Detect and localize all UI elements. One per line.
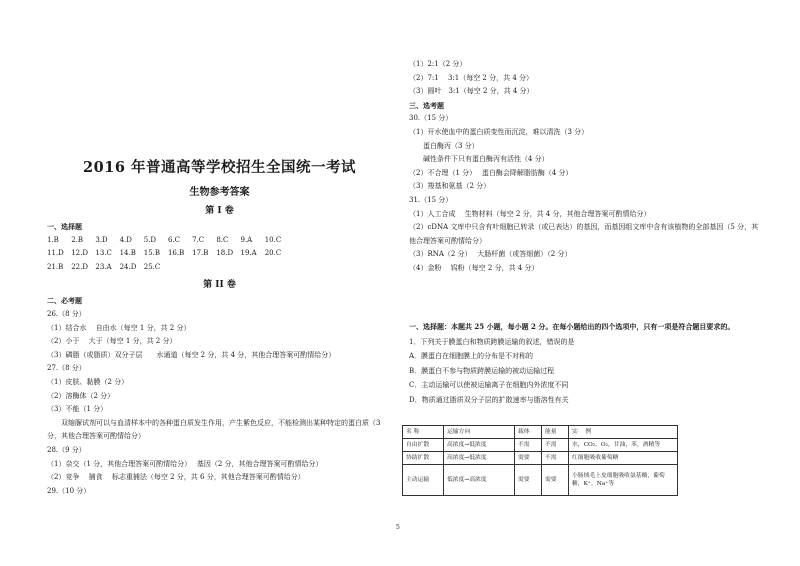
answer-line: 双缩脲试剂可以与血清样本中的各种蛋白质发生作用，产生紫色反应，不能检测出某种特定的蛋白质（3 [61, 418, 381, 427]
table-row [403, 439, 678, 452]
table-cell: 低浓度→高浓度 [444, 465, 515, 496]
answer-line: （2）7:1 3:1（每空 2 分，共 4 分） [409, 73, 534, 82]
answer-cell: 16.B [167, 249, 185, 258]
table-cell: 高浓度→低浓度 [444, 439, 515, 452]
answer-line: 29.（10 分） [47, 486, 91, 495]
answer-cell: 22.D [71, 262, 88, 271]
answer-cell: 4.D [119, 235, 132, 244]
answer-line: 26.（8 分） [47, 309, 86, 318]
table-cell: 高浓度→低浓度 [444, 452, 515, 465]
answer-line: （1）开水使血中的蛋白质变性而沉淀，难以清洗（3 分） [409, 127, 589, 136]
question-section-header: 一、选择题：本题共 25 小题，每小题 2 分。在每小题给出的四个选项中，只有一项是符合题目要求的。 [409, 322, 735, 331]
right-column [409, 58, 774, 276]
answer-cell: 21.B [47, 262, 64, 271]
answer-cell: 10.C [264, 235, 282, 244]
answer-cell: 20.C [264, 249, 282, 258]
table-cell: 需要 [542, 465, 569, 496]
answer-cell: 25.C [143, 262, 161, 271]
answer-cell: 6.C [167, 235, 180, 244]
answer-line: （3）圆叶 3:1（每空 2 分，共 4 分） [409, 87, 534, 96]
answer-cell: 15.B [143, 249, 161, 258]
question-option: C．主动运输可以使被运输离子在细胞内外浓度不同 [409, 381, 569, 390]
answer-line: 27.（8 分） [47, 364, 86, 373]
answer-cell: 24.D [119, 262, 137, 271]
table-cell: 不需 [542, 452, 569, 465]
answer-cell: 2.B [71, 235, 84, 244]
exam-title: 2016 年普通高等学校招生全国统一考试 [83, 159, 356, 176]
answer-cell: 14.B [119, 249, 136, 258]
answer-line: （3）RNA（2 分） 大肠杆菌（或答细菌）（2 分） [409, 250, 572, 259]
table-row [403, 465, 678, 496]
answer-line: （1）皮肤、黏膜（2 分） [47, 377, 129, 386]
volume-two-heading: 第 II 卷 [203, 280, 236, 291]
answer-line: （1）杂交（1 分，其他合理答案可酌情给分） 基因（2 分，其他合理答案可酌情给分） [47, 459, 323, 468]
table-cell: 协助扩散 [403, 452, 444, 465]
answer-cell: 8.C [216, 235, 229, 244]
table-cell: 自由扩散 [403, 439, 444, 452]
section-choice-heading: 一、选择题 [47, 222, 82, 231]
answer-line: （2）溶酶体（2 分） [47, 391, 115, 400]
page-number: 5 [396, 524, 400, 531]
table-header-cell: 运输方向 [444, 426, 515, 439]
table-header-cell: 名 称 [403, 426, 444, 439]
answer-line: （2）cDNA 文库中只含有叶细胞已转录（或已表达）的基因，而基因组文库中含有该植物的全部基因（5 分，其 [409, 223, 759, 232]
answer-cell: 19.A [240, 249, 257, 258]
answer-cell: 1.B [47, 235, 59, 244]
question-option: B．膜蛋白不参与物质跨膜运输的被动运输过程 [409, 366, 555, 375]
left-column [47, 158, 392, 498]
table-header-cell: 能量 [542, 426, 569, 439]
answer-line: （1）2:1（2 分） [409, 60, 467, 68]
answer-line: （2）竞争 捕食 标志重捕法（每空 2 分，共 6 分，其他合理答案可酌情给分） [47, 473, 305, 482]
volume-one-heading: 第 I 卷 [205, 206, 234, 216]
answer-grid [47, 234, 392, 275]
table-cell: 需要 [515, 465, 542, 496]
answer-line: （3）不能（1 分） [47, 405, 108, 414]
table-row [403, 452, 678, 465]
table-cell: 不需 [515, 439, 542, 452]
answer-cell: 23.A [95, 262, 112, 271]
answer-line: 蛋白酶丙（3 分） [423, 141, 479, 150]
answer-line: 31.（15 分） [409, 195, 453, 204]
answer-cell: 13.C [95, 249, 112, 258]
question-option: D．物质通过脂质双分子层的扩散速率与脂溶性有关 [409, 395, 569, 404]
table-cell: 小肠绒毛上皮细胞吸收氨基酸，葡萄糖，K⁺，Na⁺等 [569, 465, 678, 496]
table-cell: 水，CO₂，O₂，甘油，苯，酒精等 [569, 439, 678, 452]
answer-line: 30.（15 分） [409, 114, 453, 123]
answer-line: 分，其他合理答案可酌情给分） [47, 432, 145, 441]
table-cell: 主动运输 [403, 465, 444, 496]
answer-cell: 3.D [95, 235, 108, 244]
answer-cell: 9.A [240, 235, 253, 244]
section-required-heading: 二、必考题 [47, 296, 82, 306]
answer-line: （1）人工合成 生物材料（每空 2 分，共 4 分，其他合理答案可酌情给分） [409, 209, 651, 218]
answer-line: （2）不合理（1 分） 蛋白酶会降解脂肪酶（4 分） [409, 168, 573, 177]
section-optional-heading: 三、选考题 [409, 100, 444, 110]
question-block [409, 320, 779, 408]
table-cell: 需要 [515, 452, 542, 465]
table-cell: 不需 [542, 439, 569, 452]
answer-cell: 5.D [143, 235, 157, 244]
question-option: A．膜蛋白在细胞膜上的分布是不对称的 [409, 352, 534, 361]
answer-cell: 7.C [192, 235, 205, 244]
answer-cell: 18.D [216, 249, 234, 258]
answer-line: （3）羧基和氨基（2 分） [409, 182, 491, 191]
answer-row [47, 234, 392, 248]
answer-subtitle: 生物参考答案 [189, 187, 250, 198]
answer-cell: 12.D [71, 249, 88, 258]
answer-line: 28.（9 分） [47, 445, 86, 454]
answer-cell: 11.D [47, 249, 64, 258]
answer-line: （1）结合水 自由水（每空 1 分，共 2 分） [47, 323, 191, 332]
question-stem: 1．下列关于膜蛋白和物质跨膜运输的叙述，错误的是 [409, 337, 575, 346]
answer-line: （4）金粉 钨粉（每空 2 分，共 4 分） [409, 263, 539, 272]
table-header-cell: 实 例 [569, 426, 678, 439]
answer-row [47, 261, 392, 275]
answer-line: （2）小于 大于（每空 1 分，共 2 分） [47, 337, 177, 346]
table-header-row [403, 426, 678, 439]
answer-line: （3）磷脂（或脂质）双分子层 水通道（每空 2 分，共 4 分，其他合理答案可酌情给分） [47, 350, 336, 359]
answer-cell: 17.B [192, 249, 209, 258]
transport-table [402, 425, 678, 496]
answer-line: 他合理答案可酌情给分） [409, 236, 486, 245]
table-cell: 红细胞吸收葡萄糖 [569, 452, 678, 465]
table-header-cell: 载体 [515, 426, 542, 439]
answer-row [47, 247, 392, 261]
answer-line: 碱性条件下只有蛋白酶丙有活性（4 分） [423, 155, 549, 164]
